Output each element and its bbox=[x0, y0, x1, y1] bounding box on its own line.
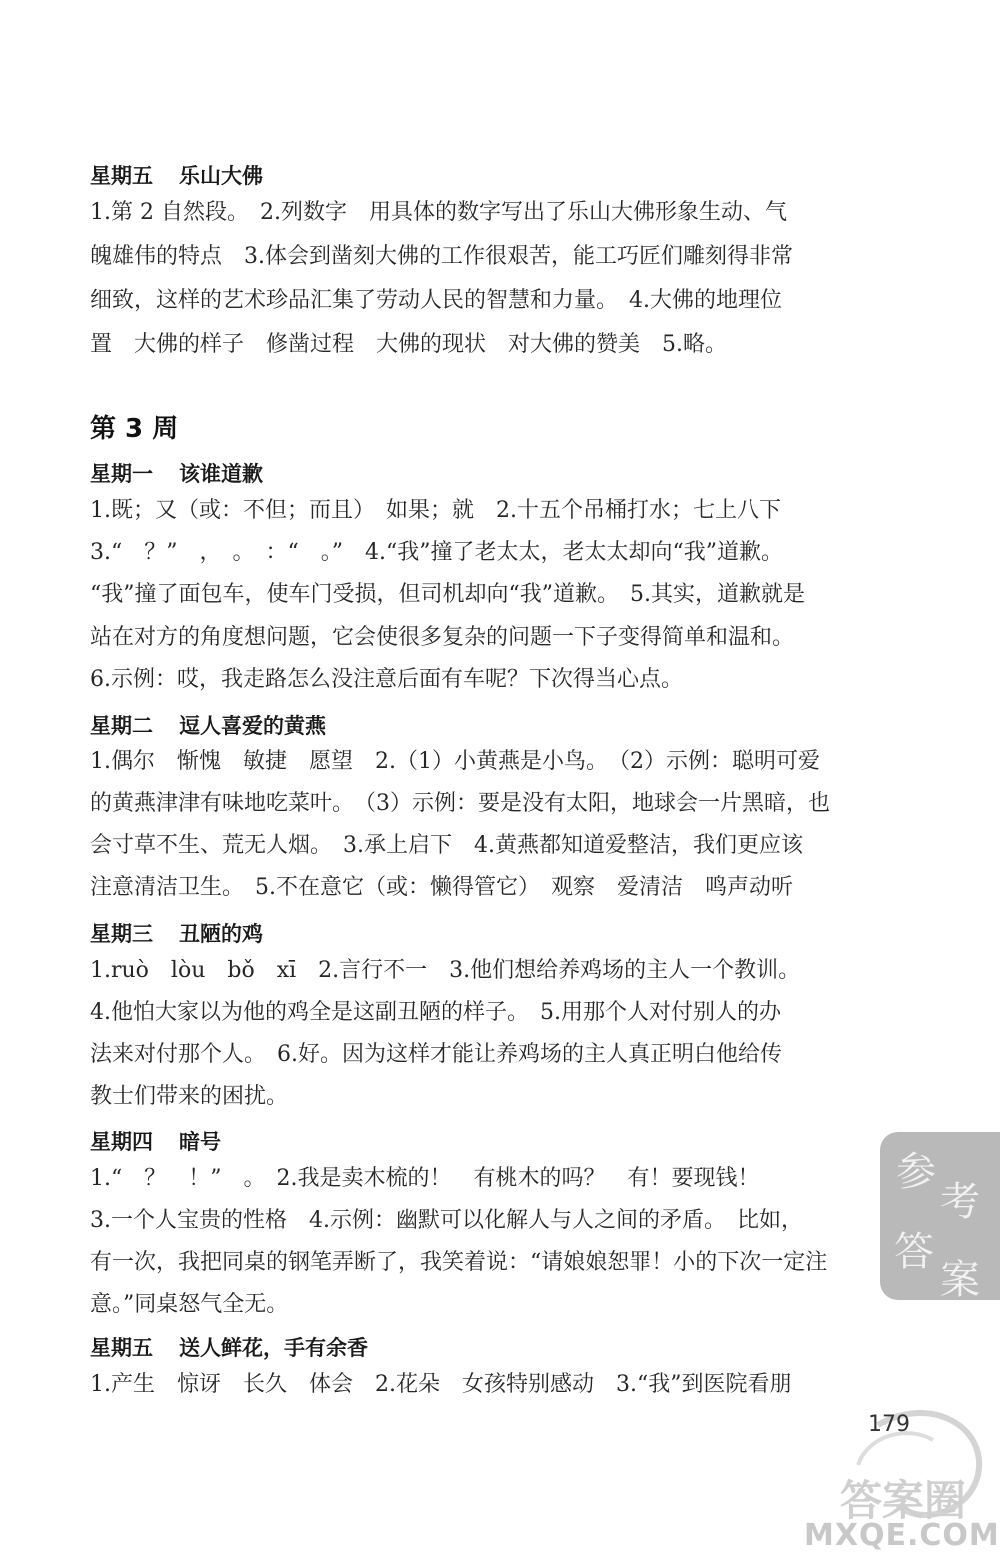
answer-line: “我”撞了面包车，使车门受损，但司机却向“我”道歉。 5.其实，道歉就是 bbox=[90, 582, 805, 607]
answer-line: 1.ruò lòu bǒ xī 2.言行不一 3.他们想给养鸡场的主人一个教训。 bbox=[90, 958, 801, 983]
week-title: 第 3 周 bbox=[90, 414, 179, 444]
section-day: 星期四 bbox=[90, 1130, 153, 1154]
answer-line: 1.第 2 自然段。 2.列数字 用具体的数字写出了乐山大佛形象生动、气 bbox=[90, 200, 787, 225]
answer-line: 1.既；又（或：不但；而且） 如果；就 2.十五个吊桶打水；七上八下 bbox=[90, 498, 781, 523]
section-title-tuesday bbox=[90, 710, 326, 740]
answer-line: 注意清洁卫生。 5.不在意它（或：懒得管它） 观察 爱清洁 鸣声动听 bbox=[90, 875, 793, 900]
answer-line: 意。”同桌怒气全无。 bbox=[90, 1292, 289, 1317]
side-tab-answers bbox=[880, 1132, 1000, 1300]
answer-line: 1.偶尔 惭愧 敏捷 愿望 2.（1）小黄燕是小鸟。 （2）示例：聪明可爱 bbox=[90, 749, 820, 774]
section-day: 星期五 bbox=[90, 164, 153, 188]
side-tab-char: 答 bbox=[894, 1229, 934, 1275]
watermark-logo: 答案圈 bbox=[840, 1476, 967, 1525]
page-number: 179 bbox=[868, 1412, 910, 1437]
section-day: 星期三 bbox=[90, 922, 153, 946]
answer-line: 6.示例：哎，我走路怎么没注意后面有车呢？下次得当心点。 bbox=[90, 667, 683, 692]
answer-line: 4.他怕大家以为他的鸡全是这副丑陋的样子。 5.用那个人对付别人的办 bbox=[90, 1000, 781, 1025]
section-title-thursday bbox=[90, 1126, 221, 1156]
section-title-friday bbox=[90, 1332, 368, 1362]
side-tab-char: 考 bbox=[940, 1179, 980, 1225]
section-title-text: 逗人喜爱的黄燕 bbox=[179, 714, 326, 738]
watermark-site: MXQE.COM bbox=[804, 1518, 1000, 1553]
section-title-text: 暗号 bbox=[179, 1130, 221, 1154]
section-title-monday bbox=[90, 458, 263, 488]
answer-line: 1.“ ？ ！” 。 2.我是卖木梳的！ 有桃木的吗？ 有！要现钱！ bbox=[90, 1166, 760, 1191]
answer-line: 细致，这样的艺术珍品汇集了劳动人民的智慧和力量。 4.大佛的地理位 bbox=[90, 288, 782, 313]
section-day: 星期五 bbox=[90, 1336, 153, 1360]
side-tab-char: 案 bbox=[940, 1257, 980, 1300]
answer-line: 教士们带来的困扰。 bbox=[90, 1084, 289, 1109]
answer-line: 法来对付那个人。 6.好。因为这样才能让养鸡场的主人真正明白他给传 bbox=[90, 1042, 782, 1067]
answer-line: 1.产生 惊讶 长久 体会 2.花朵 女孩特别感动 3.“我”到医院看朋 bbox=[90, 1372, 792, 1397]
section-day: 星期二 bbox=[90, 714, 153, 738]
section-title-leshan bbox=[90, 160, 263, 190]
section-title-text: 丑陋的鸡 bbox=[179, 922, 263, 946]
answer-line: 3.一个人宝贵的性格 4.示例：幽默可以化解人与人之间的矛盾。 比如， bbox=[90, 1208, 803, 1233]
answer-line: 有一次，我把同桌的钢笔弄断了，我笑着说：“请娘娘恕罪！小的下次一定注 bbox=[90, 1250, 828, 1275]
answer-line: 会寸草不生、荒无人烟。 3.承上启下 4.黄燕都知道爱整洁，我们更应该 bbox=[90, 833, 803, 858]
side-tab-char: 参 bbox=[896, 1149, 936, 1195]
section-title-text: 乐山大佛 bbox=[179, 164, 263, 188]
answer-line: 魄雄伟的特点 3.体会到凿刻大佛的工作很艰苦，能工巧匠们雕刻得非常 bbox=[90, 244, 793, 269]
answer-line: 的黄燕津津有味地吃菜叶。 （3）示例：要是没有太阳，地球会一片黑暗，也 bbox=[90, 791, 830, 816]
section-title-wednesday bbox=[90, 918, 263, 948]
answer-line: 3.“ ？” ， 。 ：“ 。” 4.“我”撞了老太太，老太太却向“我”道歉。 bbox=[90, 540, 783, 565]
answer-line: 站在对方的角度想问题，它会使很多复杂的问题一下子变得简单和温和。 bbox=[90, 625, 795, 650]
section-title-text: 该谁道歉 bbox=[179, 462, 263, 486]
answer-line: 置 大佛的样子 修凿过程 大佛的现状 对大佛的赞美 5.略。 bbox=[90, 332, 727, 357]
section-day: 星期一 bbox=[90, 462, 153, 486]
section-title-text: 送人鲜花，手有余香 bbox=[179, 1336, 368, 1360]
